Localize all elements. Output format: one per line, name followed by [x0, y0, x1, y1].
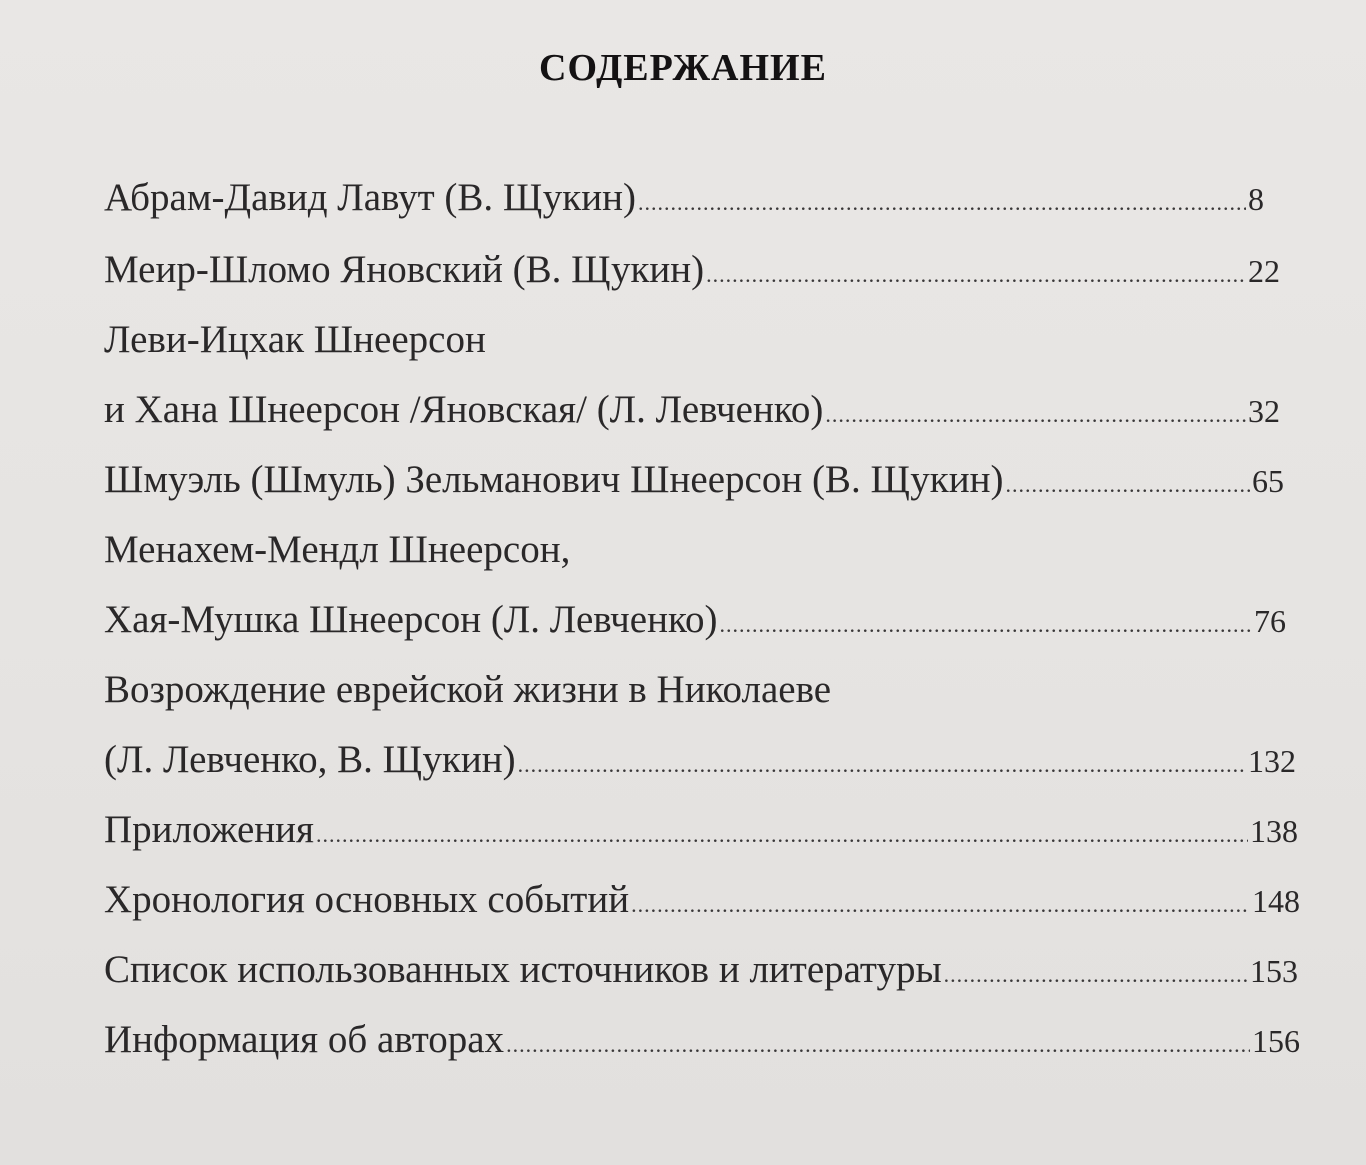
toc-leader-dots	[518, 735, 1246, 795]
toc-entry	[104, 800, 1298, 860]
toc-entry-title: Возрождение еврейской жизни в Николаеве	[104, 668, 832, 711]
toc-entry-title: и Хана Шнеерсон /Яновская/ (Л. Левченко)	[104, 388, 824, 431]
toc-page-number: 138	[1250, 813, 1298, 849]
toc-entry-title: Менахем-Мендл Шнеерсон,	[104, 528, 571, 571]
toc-entry	[104, 730, 1296, 790]
toc-entry	[104, 870, 1300, 930]
toc-entry-title: Хронология основных событий	[104, 878, 630, 921]
toc-page-number: 153	[1250, 953, 1298, 989]
toc-entry	[104, 940, 1298, 1000]
toc-entry-title: Информация об авторах	[104, 1018, 505, 1061]
toc-entry	[104, 1010, 1300, 1070]
toc-leader-dots	[706, 245, 1246, 305]
toc-page-number: 65	[1252, 463, 1284, 499]
toc-entry-title: Абрам-Давид Лавут (В. Щукин)	[104, 176, 636, 219]
toc-page-number: 22	[1248, 253, 1280, 289]
toc-entry-title: Приложения	[104, 808, 314, 851]
toc-entry-title: (Л. Левченко, В. Щукин)	[104, 738, 516, 781]
toc-leader-dots	[1005, 455, 1250, 515]
toc-leader-dots	[638, 173, 1246, 233]
toc-leader-dots	[719, 595, 1252, 655]
toc-entry-line	[104, 520, 570, 580]
toc-leader-dots	[316, 805, 1248, 865]
toc-page-number: 32	[1248, 393, 1280, 429]
toc-entry-title: Меир-Шломо Яновский (В. Щукин)	[104, 248, 705, 291]
toc-page-number: 156	[1252, 1023, 1300, 1059]
toc-entry	[104, 240, 1280, 300]
toc-entry-title: Леви-Ицхак Шнеерсон	[104, 318, 486, 361]
toc-entry-line	[104, 660, 831, 720]
toc-entry	[104, 590, 1286, 650]
toc-entry	[104, 380, 1280, 440]
toc-leader-dots	[631, 875, 1250, 935]
toc-entry-title: Шмуэль (Шмуль) Зельманович Шнеерсон (В. Щукин)	[104, 458, 1004, 501]
toc-page-number: 8	[1248, 181, 1264, 217]
toc-page-number: 76	[1254, 603, 1286, 639]
toc-entry-title: Список использованных источников и литературы	[104, 948, 942, 991]
toc-leader-dots	[944, 945, 1248, 1005]
toc-entry-title: Хая-Мушка Шнеерсон (Л. Левченко)	[104, 598, 718, 641]
toc-leader-dots	[825, 385, 1246, 445]
toc-page-number: 148	[1252, 883, 1300, 919]
toc-entry-line	[104, 310, 486, 370]
toc-entry	[104, 450, 1284, 510]
toc-entry	[104, 168, 1264, 228]
page-title: СОДЕРЖАНИЕ	[539, 47, 827, 89]
toc-page-number: 132	[1248, 743, 1296, 779]
toc-leader-dots	[506, 1015, 1250, 1075]
